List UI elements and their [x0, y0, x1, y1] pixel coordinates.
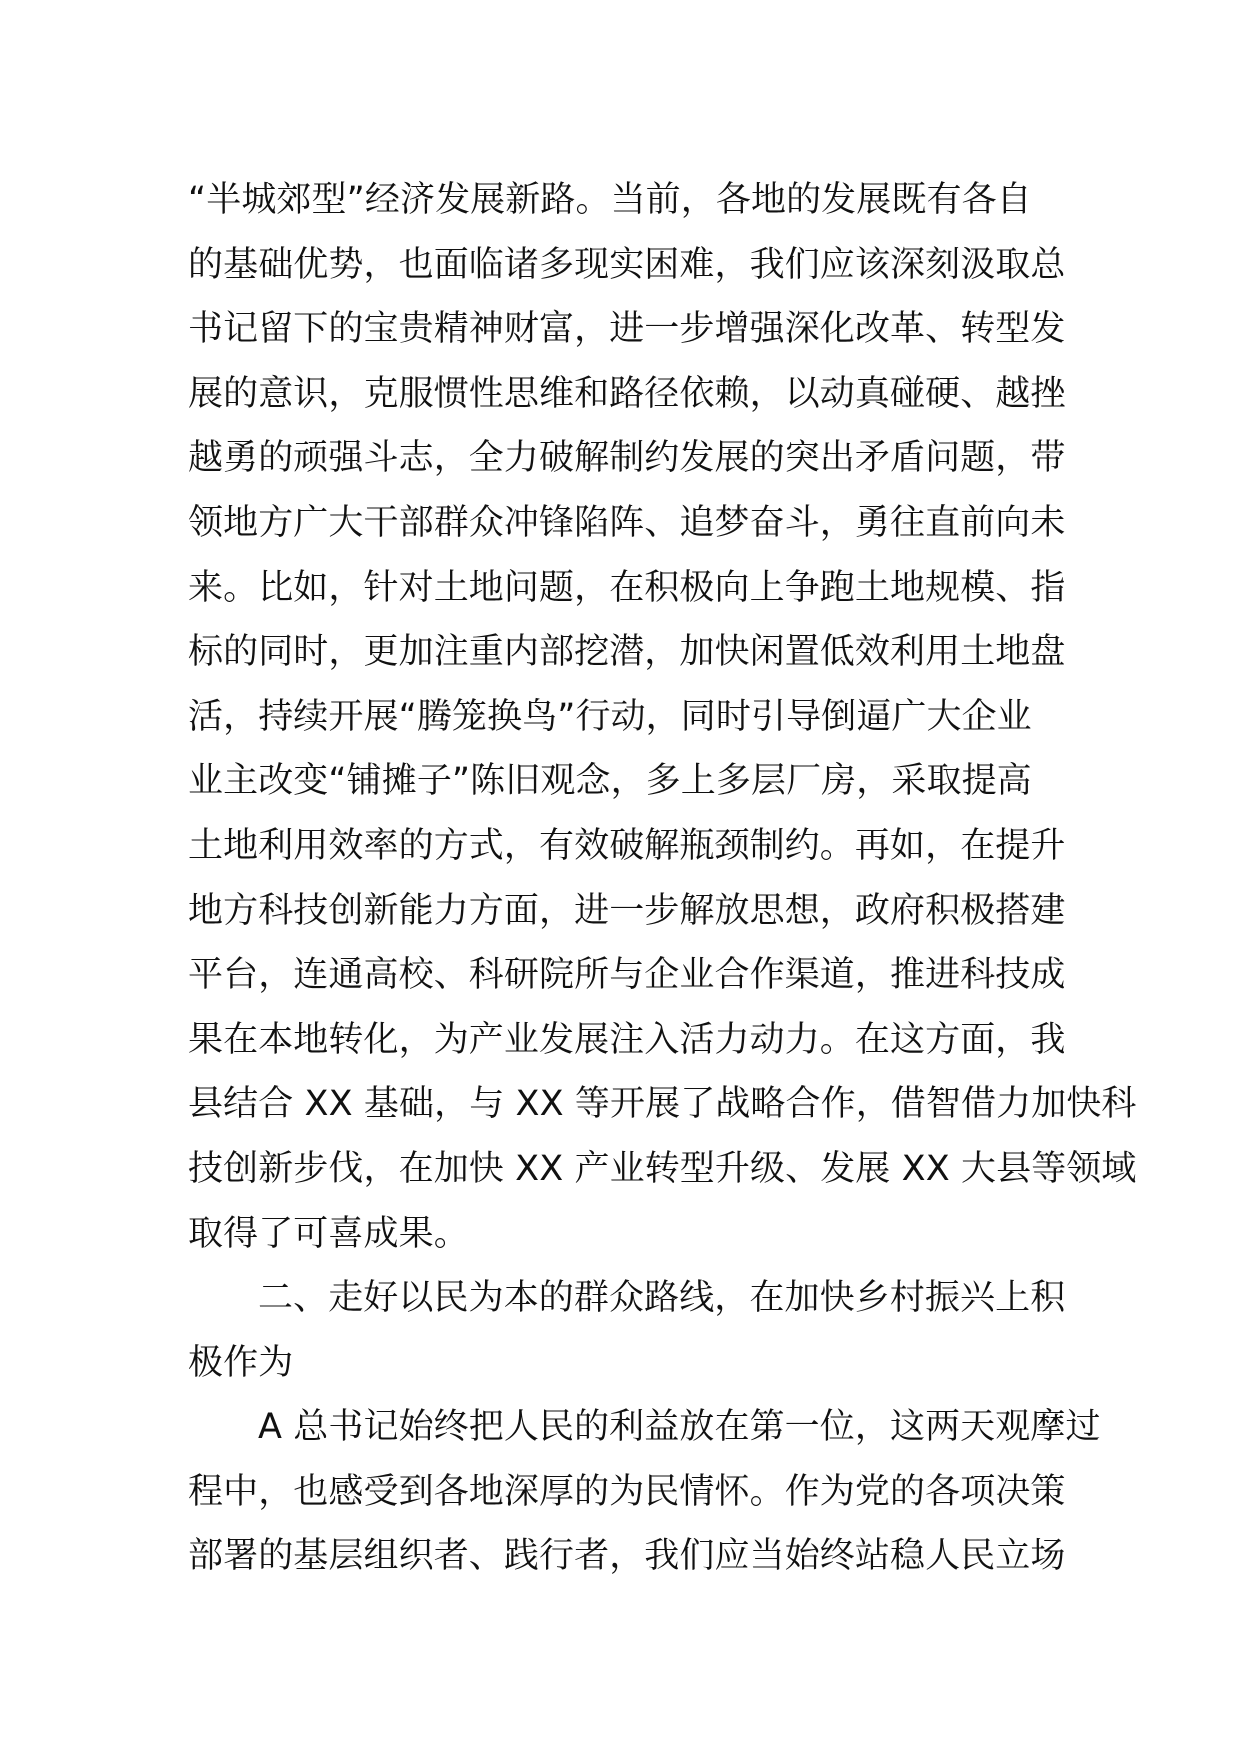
paragraph-line: “半城郊型”经济发展新路。当前，各地的发展既有各自 [188, 180, 1032, 220]
paragraph-line: 标的同时，更加注重内部挖潜，加快闲置低效利用土地盘 [188, 632, 1066, 673]
paragraph-line: 地方科技创新能力方面，进一步解放思想，政府积极搭建 [188, 890, 1066, 931]
paragraph-line: 来。比如，针对土地问题，在积极向上争跑土地规模、指 [188, 567, 1066, 608]
paragraph-line: 书记留下的宝贵精神财富，进一步增强深化改革、转型发 [188, 309, 1066, 350]
paragraph-line: 越勇的顽强斗志，全力破解制约发展的突出矛盾问题，带 [188, 438, 1066, 479]
paragraph-line: 果在本地转化，为产业发展注入活力动力。在这方面，我 [188, 1019, 1066, 1060]
paragraph-line: 领地方广大干部群众冲锋陷阵、追梦奋斗，勇往直前向未 [188, 502, 1066, 543]
paragraph-line: 平台，连通高校、科研院所与企业合作渠道，推进科技成 [188, 955, 1066, 996]
paragraph-line: A 总书记始终把人民的利益放在第一位，这两天观摩过 [258, 1407, 1101, 1448]
paragraph-line: 展的意识，克服惯性思维和路径依赖，以动真碰硬、越挫 [188, 373, 1066, 414]
document-body [188, 168, 1137, 1589]
paragraph-line: 技创新步伐，在加快 XX 产业转型升级、发展 XX 大县等领域 [188, 1148, 1137, 1189]
paragraph-line: 取得了可喜成果。 [188, 1213, 469, 1254]
paragraph-line: 程中，也感受到各地深厚的为民情怀。作为党的各项决策 [188, 1471, 1066, 1512]
paragraph-line: 土地利用效率的方式，有效破解瓶颈制约。再如，在提升 [188, 825, 1066, 866]
paragraph-line: 的基础优势，也面临诸多现实困难，我们应该深刻汲取总 [188, 244, 1066, 285]
paragraph-line: 活，持续开展“腾笼换鸟”行动，同时引导倒逼广大企业 [188, 696, 1032, 737]
section-heading-line: 极作为 [188, 1342, 294, 1383]
paragraph-line: 部署的基层组织者、践行者，我们应当始终站稳人民立场 [188, 1536, 1066, 1577]
paragraph-line: 县结合 XX 基础，与 XX 等开展了战略合作，借智借力加快科 [188, 1084, 1137, 1125]
section-heading-line: 二、走好以民为本的群众路线，在加快乡村振兴上积 [258, 1278, 1066, 1319]
paragraph-line: 业主改变“铺摊子”陈旧观念，多上多层厂房，采取提高 [188, 761, 1032, 802]
